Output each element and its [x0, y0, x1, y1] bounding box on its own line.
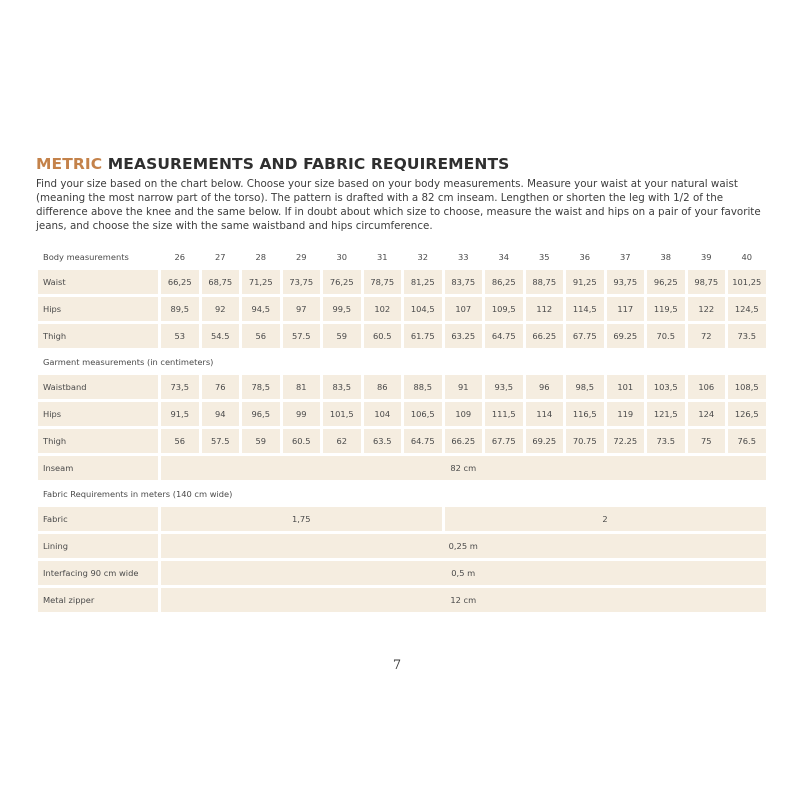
table-cell: 59 [323, 324, 361, 348]
fabric-small-sizes-cell: 1,75 [161, 507, 442, 531]
table-cell: 109 [445, 402, 483, 426]
row-label: Hips [38, 297, 158, 321]
size-header-cell: 33 [457, 252, 469, 262]
table-cell: 53 [161, 324, 199, 348]
table-cell: 96 [526, 375, 564, 399]
table-cell: 78,75 [364, 270, 402, 294]
table-cell: 70.75 [566, 429, 604, 453]
requirement-value-cell: 12 cm [161, 588, 766, 612]
table-cell: 73.5 [728, 324, 766, 348]
table-cell: 64.75 [485, 324, 523, 348]
title-rest: MEASUREMENTS AND FABRIC REQUIREMENTS [102, 155, 510, 173]
size-header-cell: 37 [619, 252, 631, 262]
fabric-row [38, 507, 766, 531]
table-cell: 66.25 [526, 324, 564, 348]
fabric-requirements-header: Fabric Requirements in meters (140 cm wide) [43, 488, 233, 499]
table-cell: 72.25 [607, 429, 645, 453]
table-cell: 93,75 [607, 270, 645, 294]
table-cell: 102 [364, 297, 402, 321]
table-cell: 76.5 [728, 429, 766, 453]
table-cell: 108,5 [728, 375, 766, 399]
body-measurements-header: Body measurements [43, 252, 129, 262]
table-cell: 67.75 [566, 324, 604, 348]
table-cell: 106 [688, 375, 726, 399]
table-cell: 89,5 [161, 297, 199, 321]
requirement-value-cell: 0,25 m [161, 534, 766, 558]
table-row [38, 588, 766, 612]
table-cell: 57.5 [283, 324, 321, 348]
size-chart-table [35, 244, 769, 615]
row-label: Fabric [38, 507, 158, 531]
table-cell: 73.5 [647, 429, 685, 453]
garment-measurements-header: Garment measurements (in centimeters) [43, 356, 214, 367]
table-cell: 91,5 [161, 402, 199, 426]
table-cell: 60.5 [283, 429, 321, 453]
table-cell: 98,75 [688, 270, 726, 294]
size-header-cell: 31 [376, 252, 388, 262]
table-cell: 68,75 [202, 270, 240, 294]
table-cell: 98,5 [566, 375, 604, 399]
table-row [38, 297, 766, 321]
row-label: Thigh [38, 324, 158, 348]
size-header-cell: 39 [700, 252, 712, 262]
table-cell: 76 [202, 375, 240, 399]
row-label: Lining [38, 534, 158, 558]
table-cell: 99,5 [323, 297, 361, 321]
row-label: Metal zipper [38, 588, 158, 612]
table-cell: 101,25 [728, 270, 766, 294]
table-cell: 126,5 [728, 402, 766, 426]
table-row [38, 375, 766, 399]
row-label: Waist [38, 270, 158, 294]
table-cell: 75 [688, 429, 726, 453]
size-header-cell: 26 [174, 252, 186, 262]
table-cell: 124,5 [728, 297, 766, 321]
table-cell: 112 [526, 297, 564, 321]
table-cell: 66.25 [445, 429, 483, 453]
table-cell: 104,5 [404, 297, 442, 321]
size-header-cell: 30 [336, 252, 348, 262]
size-header-cell: 40 [741, 252, 753, 262]
table-cell: 97 [283, 297, 321, 321]
title-accent: METRIC [36, 155, 103, 173]
table-cell: 119 [607, 402, 645, 426]
table-cell: 81 [283, 375, 321, 399]
table-cell: 63.5 [364, 429, 402, 453]
table-cell: 70.5 [647, 324, 685, 348]
table-cell: 64.75 [404, 429, 442, 453]
table-row [38, 429, 766, 453]
size-header-cell: 32 [417, 252, 429, 262]
inseam-row [38, 456, 766, 480]
table-cell: 94 [202, 402, 240, 426]
table-cell: 78,5 [242, 375, 280, 399]
table-cell: 122 [688, 297, 726, 321]
table-cell: 103,5 [647, 375, 685, 399]
size-header-cell: 27 [214, 252, 226, 262]
table-cell: 117 [607, 297, 645, 321]
table-cell: 88,5 [404, 375, 442, 399]
table-cell: 72 [688, 324, 726, 348]
table-cell: 57.5 [202, 429, 240, 453]
table-cell: 106,5 [404, 402, 442, 426]
table-cell: 66,25 [161, 270, 199, 294]
table-cell: 91,25 [566, 270, 604, 294]
table-cell: 101,5 [323, 402, 361, 426]
table-cell: 91 [445, 375, 483, 399]
table-cell: 69.25 [526, 429, 564, 453]
table-cell: 114 [526, 402, 564, 426]
table-cell: 111,5 [485, 402, 523, 426]
table-row [38, 534, 766, 558]
table-cell: 81,25 [404, 270, 442, 294]
table-cell: 73,75 [283, 270, 321, 294]
table-cell: 116,5 [566, 402, 604, 426]
size-header-cell: 35 [538, 252, 550, 262]
size-header-cell: 28 [255, 252, 267, 262]
table-cell: 56 [161, 429, 199, 453]
intro-text: Find your size based on the chart below. Choose your size based on your body measurements. Measure your waist at your natural waist (meaning the most narrow part of the torso). The pattern is drafted with a 82 cm inseam. Lengthen or shorten the leg with 1/2 of the difference above the knee and the same below. If in doubt about which size to choose, measure the waist and hips on a pair of your favorite jeans, and choose the size with the same waistband and hips circumference. [36, 178, 761, 232]
table-cell: 76,25 [323, 270, 361, 294]
garment-section-row [38, 351, 766, 372]
size-header-cell: 38 [660, 252, 672, 262]
row-label: Interfacing 90 cm wide [38, 561, 158, 585]
fabric-large-sizes-cell: 2 [445, 507, 766, 531]
table-row [38, 402, 766, 426]
table-cell: 94,5 [242, 297, 280, 321]
table-cell: 96,5 [242, 402, 280, 426]
table-cell: 121,5 [647, 402, 685, 426]
table-cell: 86 [364, 375, 402, 399]
size-header-cell: 29 [295, 252, 307, 262]
table-cell: 59 [242, 429, 280, 453]
table-cell: 86,25 [485, 270, 523, 294]
page-number: 7 [392, 658, 402, 673]
row-label: Waistband [38, 375, 158, 399]
row-label: Inseam [38, 456, 158, 480]
table-cell: 119,5 [647, 297, 685, 321]
table-cell: 101 [607, 375, 645, 399]
table-cell: 83,75 [445, 270, 483, 294]
row-label: Hips [38, 402, 158, 426]
table-cell: 93,5 [485, 375, 523, 399]
table-cell: 60.5 [364, 324, 402, 348]
table-cell: 71,25 [242, 270, 280, 294]
table-cell: 83,5 [323, 375, 361, 399]
page-title [36, 155, 509, 173]
table-row [38, 270, 766, 294]
table-cell: 92 [202, 297, 240, 321]
table-row [38, 324, 766, 348]
table-cell: 67.75 [485, 429, 523, 453]
table-cell: 61.75 [404, 324, 442, 348]
table-cell: 96,25 [647, 270, 685, 294]
table-cell: 73,5 [161, 375, 199, 399]
table-cell: 124 [688, 402, 726, 426]
table-cell: 69.25 [607, 324, 645, 348]
size-header-cell: 36 [579, 252, 591, 262]
row-label: Thigh [38, 429, 158, 453]
size-header-row [38, 247, 766, 267]
inseam-value-cell: 82 cm [161, 456, 766, 480]
intro-paragraph [36, 177, 766, 233]
table-cell: 54.5 [202, 324, 240, 348]
table-cell: 114,5 [566, 297, 604, 321]
table-cell: 88,75 [526, 270, 564, 294]
table-cell: 62 [323, 429, 361, 453]
table-cell: 107 [445, 297, 483, 321]
size-header-cell: 34 [498, 252, 510, 262]
fabric-section-row [38, 483, 766, 504]
table-cell: 56 [242, 324, 280, 348]
table-cell: 104 [364, 402, 402, 426]
table-row [38, 561, 766, 585]
table-cell: 63.25 [445, 324, 483, 348]
table-cell: 109,5 [485, 297, 523, 321]
requirement-value-cell: 0,5 m [161, 561, 766, 585]
table-cell: 99 [283, 402, 321, 426]
